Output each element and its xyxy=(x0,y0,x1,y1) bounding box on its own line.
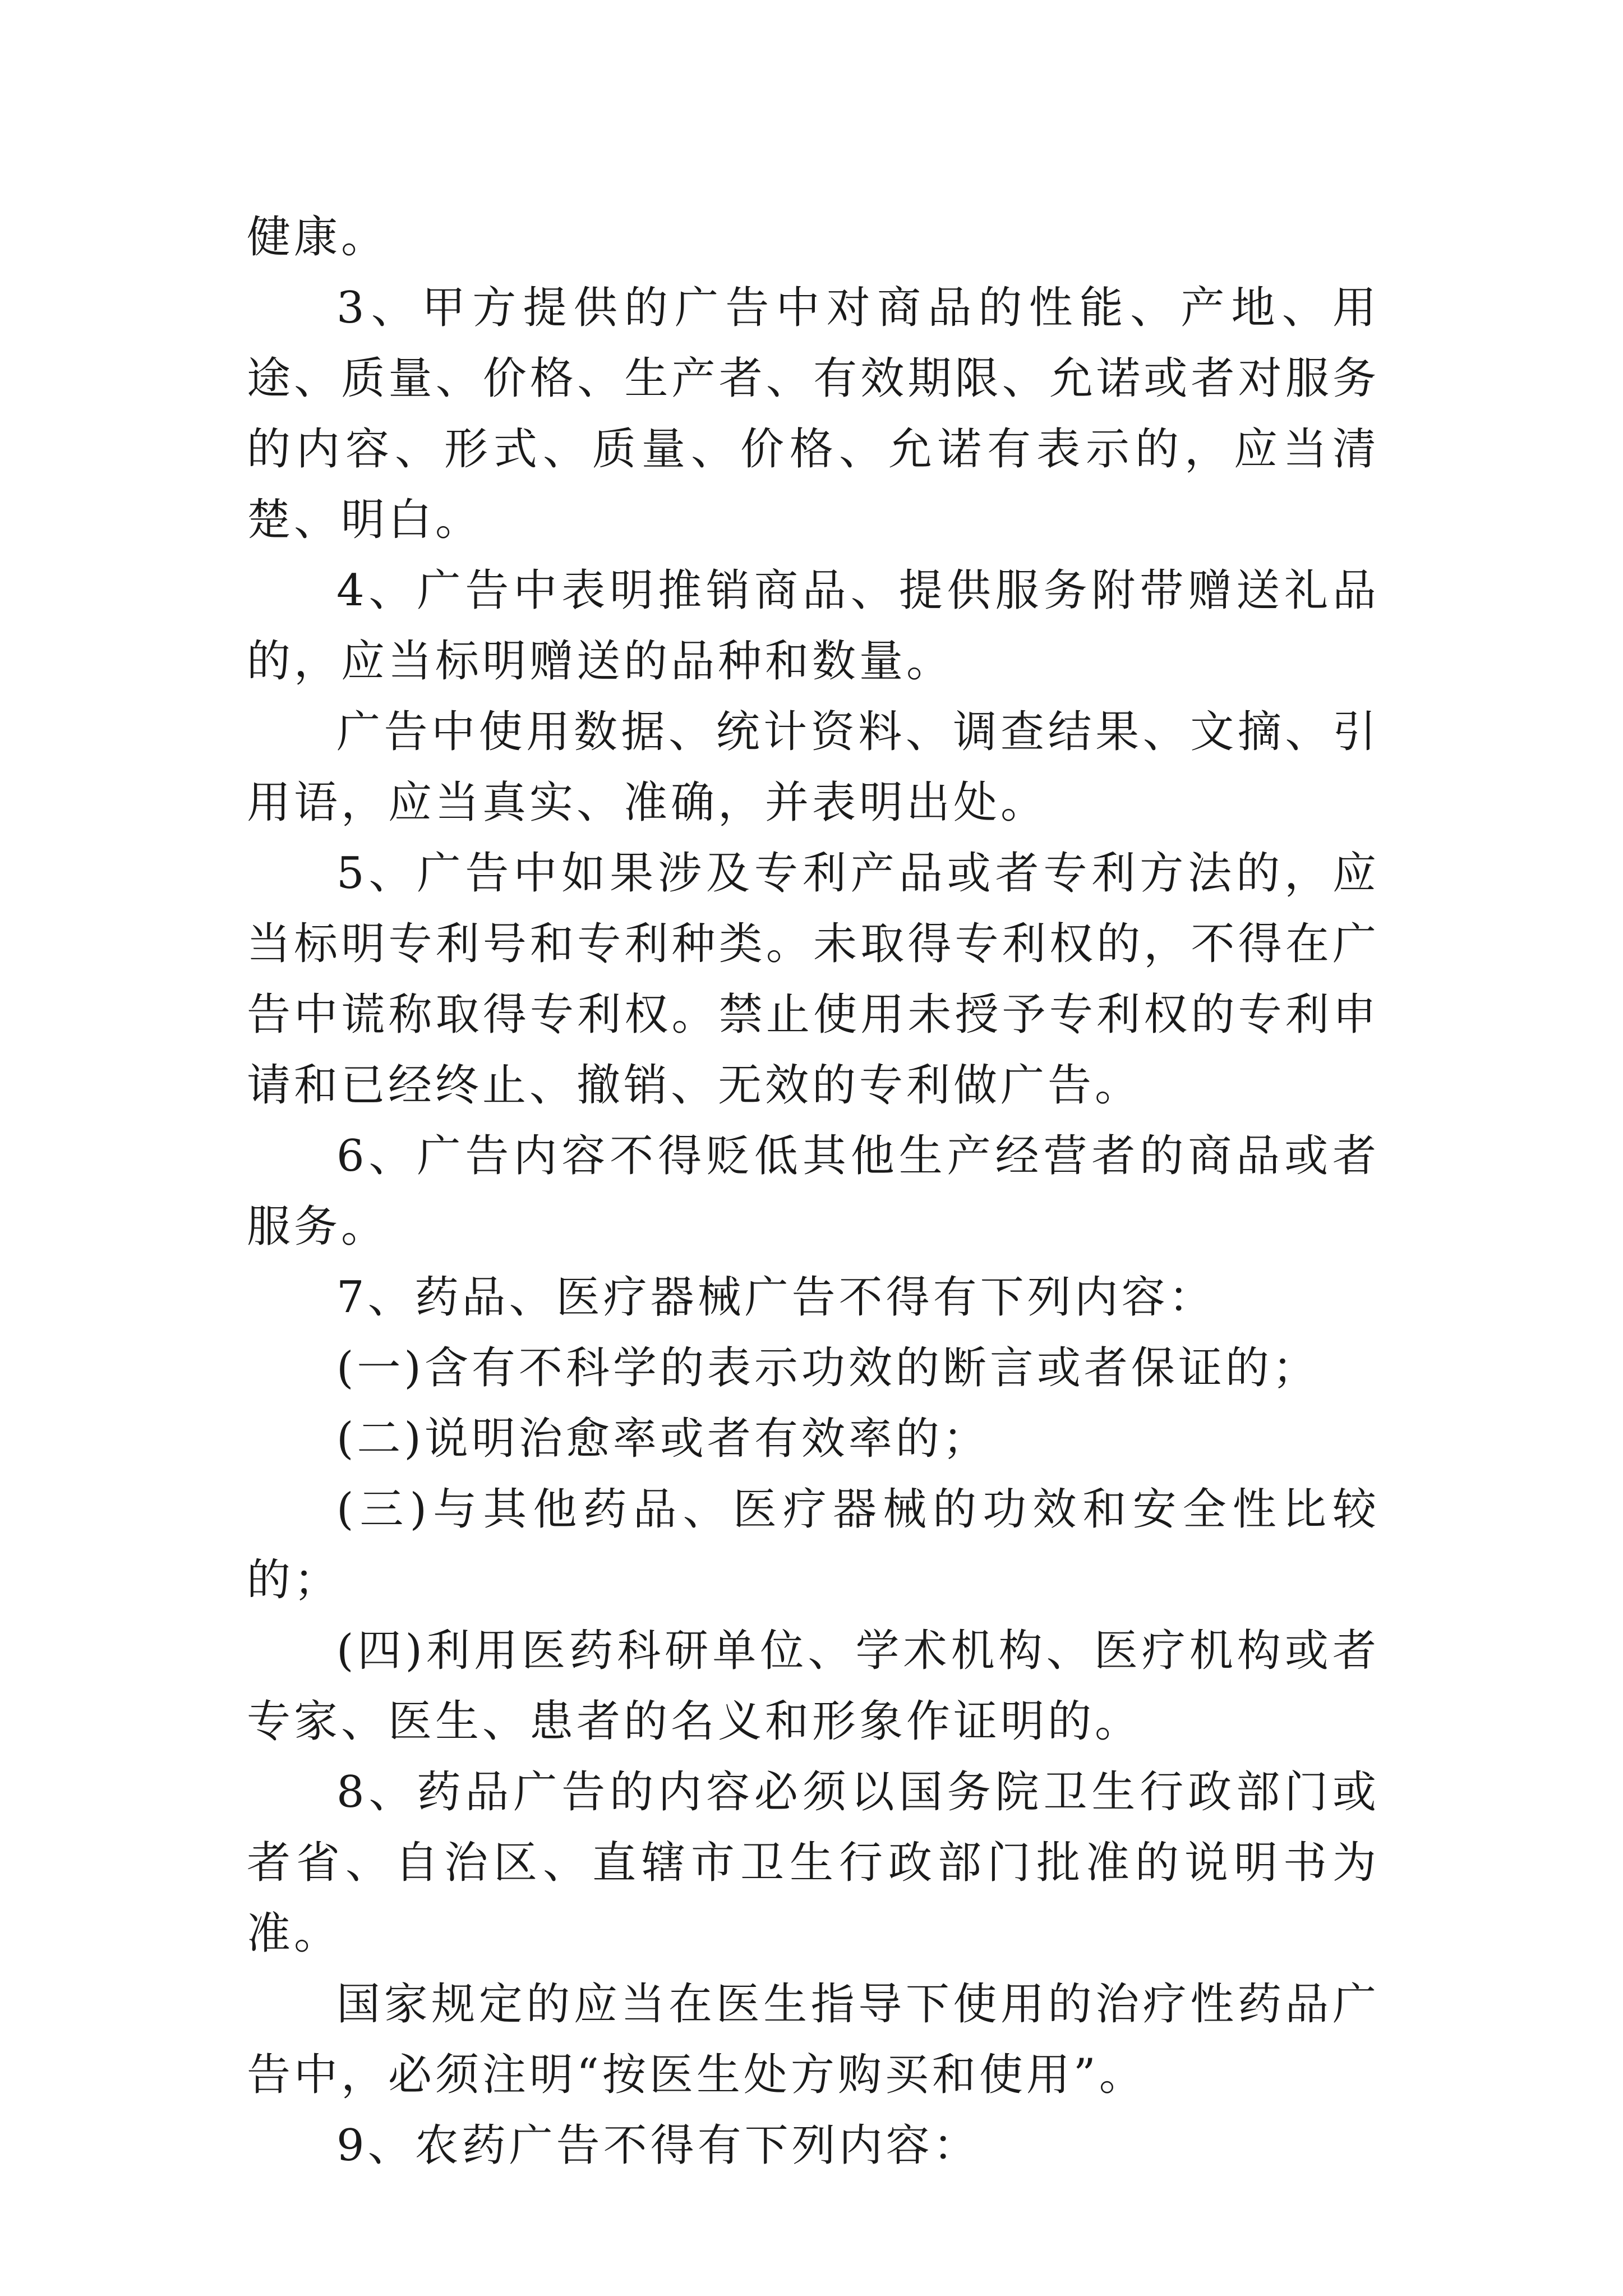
paragraph-item-9: 9、农药广告不得有下列内容： xyxy=(336,2120,980,2171)
paragraph-item-6: 6、广告内容不得贬低其他生产经营者的商品或者服务。 xyxy=(247,1131,1380,1252)
document-body xyxy=(247,202,1380,2181)
paragraph-item-7-sub-4: (四)利用医药科研单位、学术机构、医疗机构或者专家、医生、患者的名义和形象作证明的。 xyxy=(247,1626,1380,1747)
paragraph-item-4-data-usage: 广告中使用数据、统计资料、调查结果、文摘、引用语，应当真实、准确，并表明出处。 xyxy=(247,707,1380,828)
paragraph-item-7-sub-1: (一)含有不科学的表示功效的断言或者保证的； xyxy=(336,1343,1320,1393)
paragraph-continuation: 健康。 xyxy=(247,212,389,263)
paragraph-item-7-sub-2: (二)说明治愈率或者有效率的； xyxy=(336,1414,990,1464)
paragraph-item-5: 5、广告中如果涉及专利产品或者专利方法的，应当标明专利号和专利种类。未取得专利权的，不得在广告中谎称取得专利权。禁止使用未授予专利权的专利申请和已经终止、撤销、无效的专利做广告。 xyxy=(247,848,1380,1111)
paragraph-item-8-prescription: 国家规定的应当在医生指导下使用的治疗性药品广告中，必须注明“按医生处方购买和使用”。 xyxy=(247,1979,1380,2100)
paragraph-item-7-sub-3: (三)与其他药品、医疗器械的功效和安全性比较的； xyxy=(247,1484,1380,1605)
paragraph-item-8: 8、药品广告的内容必须以国务院卫生行政部门或者省、自治区、直辖市卫生行政部门批准的说明书为准。 xyxy=(247,1767,1380,1959)
paragraph-item-4: 4、广告中表明推销商品、提供服务附带赠送礼品的，应当标明赠送的品种和数量。 xyxy=(247,565,1380,687)
paragraph-item-7: 7、药品、医疗器械广告不得有下列内容： xyxy=(336,1272,1216,1323)
paragraph-item-3: 3、甲方提供的广告中对商品的性能、产地、用途、质量、价格、生产者、有效期限、允诺或者对服务的内容、形式、质量、价格、允诺有表示的，应当清楚、明白。 xyxy=(247,283,1380,545)
